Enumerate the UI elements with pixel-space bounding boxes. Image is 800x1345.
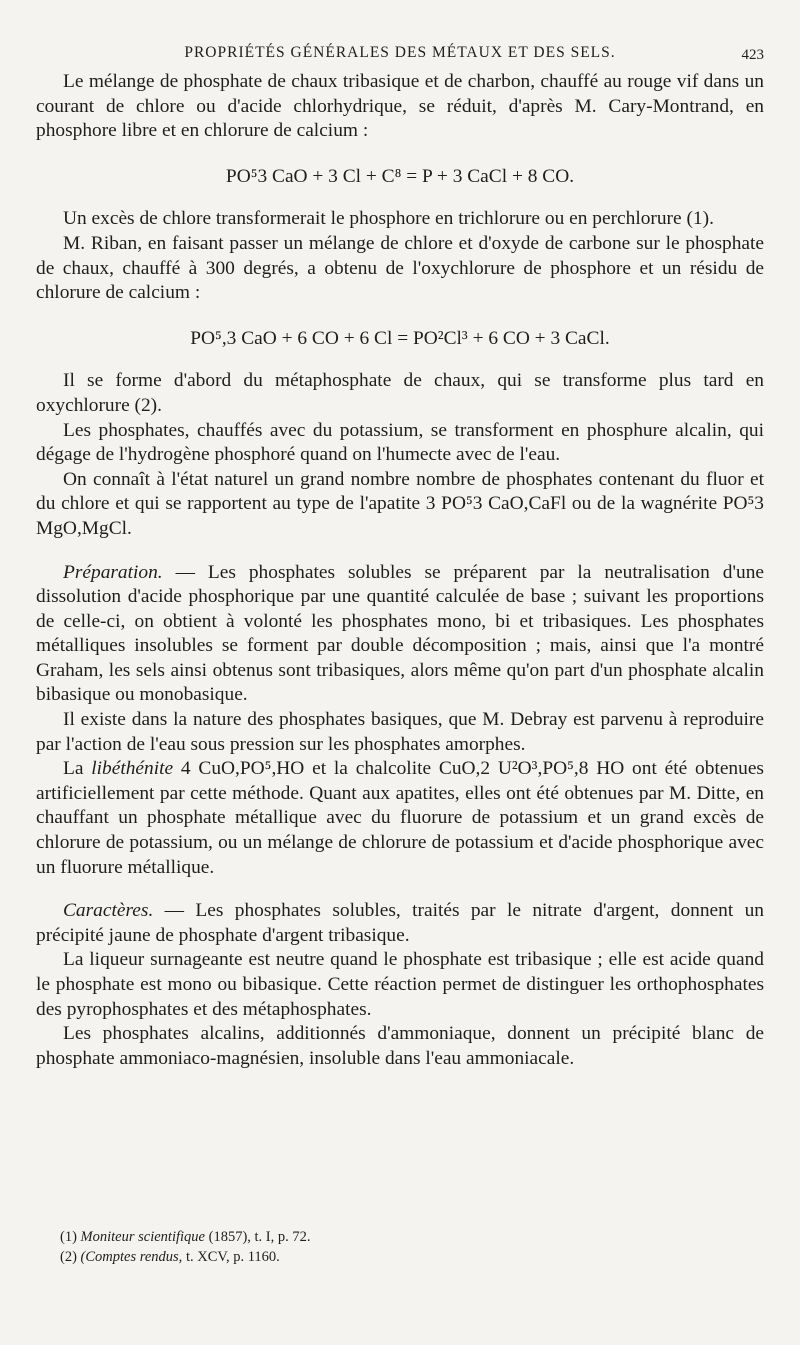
text-run: 4 CuO,PO⁵,HO et la chalcolite CuO,2 U²O³,PO⁵,8 HO ont été obtenues artificiellement par cette méthode. Quant aux apatites, elles ont été obtenues par M. Ditte, en chauffant un phosphate métallique avec du fluorure de potassium et un grand excès de chlorure de potassium, ou un mélange de chlorure de potassium et d'acide phosphorique avec un fluorure métallique. — [36, 758, 764, 878]
running-title: PROPRIÉTÉS GÉNÉRALES DES MÉTAUX ET DES SELS. — [184, 44, 616, 61]
chemical-equation: PO⁵,3 CaO + 6 CO + 6 Cl = PO²Cl³ + 6 CO + 3 CaCl. — [190, 327, 610, 349]
mineral-name: libéthénite — [91, 758, 174, 780]
section-preparation — [36, 561, 764, 709]
footnote — [60, 1227, 760, 1247]
paragraph: On connaît à l'état naturel un grand nombre nombre de phosphates contenant du fluor et du chlore et qui se rapportent au type de l'apatite 3 PO⁵3 CaO,CaFl ou de la wagnérite PO⁵3 MgO,MgCl. — [36, 468, 764, 539]
paragraph — [36, 757, 764, 880]
paragraph: Les phosphates alcalins, additionnés d'ammoniaque, donnent un précipité blanc de phosphate ammoniaco-magnésien, insoluble dans l'eau ammoniacale. — [36, 1023, 764, 1069]
section-caracteres — [36, 899, 764, 948]
chemical-equation: PO⁵3 CaO + 3 Cl + C⁸ = P + 3 CaCl + 8 CO. — [225, 165, 575, 187]
section-text: — Les phosphates solubles se préparent par la neutralisation d'une dissolution d'acide phosphorique par une quantité calculée de base ; suivant les proportions de celle-ci, on obtient à volonté les phosphates mono, bi et tribasiques. Les phosphates métalliques insolubles se forment par double décomposition ; mais, ainsi que l'a montré Graham, les sels ainsi obtenus sont tribasiques, alors même qu'on part d'un phosphate alcalin bibasique ou monobasique. — [36, 561, 764, 706]
section-text: — Les phosphates solubles, traités par le nitrate d'argent, donnent un précipité jaune de phosphate d'argent tribasique. — [36, 900, 764, 946]
page-number: 423 — [741, 47, 764, 63]
paragraph: Il existe dans la nature des phosphates basiques, que M. Debray est parvenu à reproduire par l'action de l'eau sous pression sur les phosphates amorphes. — [36, 709, 764, 755]
text-run: La — [63, 758, 92, 780]
footnote — [60, 1247, 760, 1267]
footnote-source: (Comptes rendus, — [80, 1249, 183, 1265]
footnote-ref: t. XCV, p. 1160. — [182, 1249, 280, 1265]
footnote-ref: (1857), t. I, p. 72. — [204, 1229, 311, 1245]
footnote-marker: (2) — [60, 1249, 81, 1265]
body-text — [36, 70, 764, 1071]
footnote-source: Moniteur scientifique — [80, 1229, 205, 1245]
footnotes — [60, 1227, 760, 1267]
section-heading-caracteres: Caractères. — [63, 900, 154, 922]
paragraph: Il se forme d'abord du métaphosphate de chaux, qui se transforme plus tard en oxychlorure (2). — [36, 370, 764, 416]
paragraph: Le mélange de phosphate de chaux tribasique et de charbon, chauffé au rouge vif dans un courant de chlore ou d'acide chlorhydrique, se réduit, d'après M. Cary-Montrand, en phosphore libre et en chlorure de calcium : — [36, 71, 764, 142]
paragraph: La liqueur surnageante est neutre quand le phosphate est tribasique ; elle est acide quand le phosphate est mono ou bibasique. Cette réaction permet de distinguer les orthophosphates des pyrophosphates et des métaphosphates. — [36, 949, 764, 1020]
paragraph: Un excès de chlore transformerait le phosphore en trichlorure ou en perchlorure (1). — [63, 208, 714, 230]
footnote-marker: (1) — [60, 1229, 81, 1245]
paragraph: M. Riban, en faisant passer un mélange de chlore et d'oxyde de carbone sur le phosphate de chaux, chauffé à 300 degrés, a obtenu de l'oxychlorure de phosphore et un résidu de chlorure de calcium : — [36, 232, 764, 304]
paragraph: Les phosphates, chauffés avec du potassium, se transforment en phosphure alcalin, qui dégage de l'hydrogène phosphoré quand on l'humecte avec de l'eau. — [36, 419, 764, 466]
section-heading-preparation: Préparation. — [63, 561, 163, 583]
